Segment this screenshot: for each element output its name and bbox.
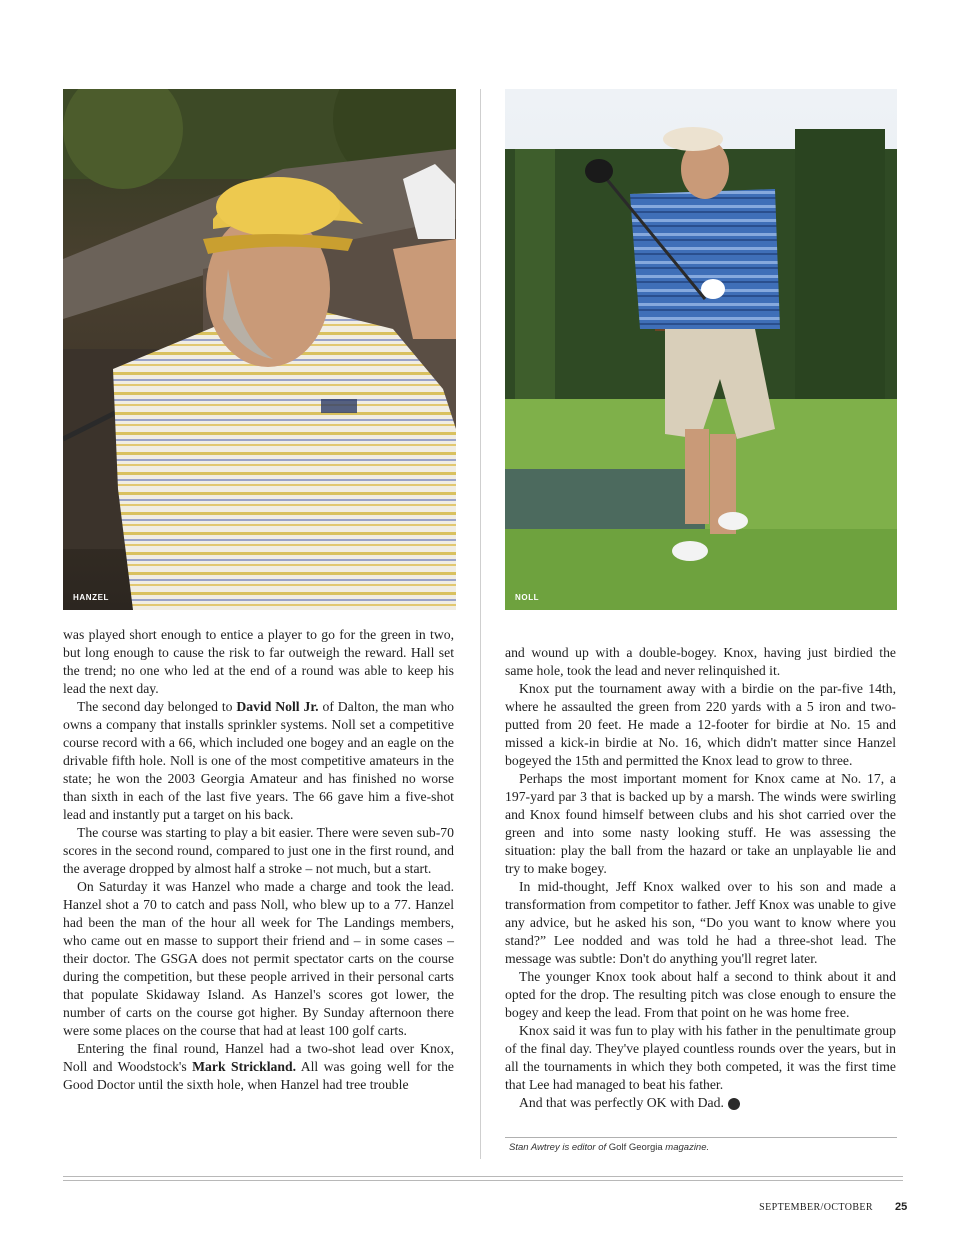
paragraph-text: All was going well for the Good Doctor until the sixth hole, when Hanzel had tree trouble bbox=[63, 1059, 454, 1092]
paragraph: On Saturday it was Hanzel who made a charge and took the lead. Hanzel shot a 70 to catch and pass Noll, who blew up to a 77. Hanzel had been the man of the hour all week for The Landings members, who came out en masse to support their friend and – in some cases – their doctor. The GSGA does not permit spectator carts on the course during the competition, but these people arrived in their personal carts that populate Skidaway Island. As Hanzel's scores got lower, the number of carts on the course got higher. By Sunday afternoon there were some places on the course that had at least 100 golf carts. bbox=[63, 879, 454, 1038]
author-bio-text: Stan Awtrey is editor of bbox=[509, 1142, 609, 1153]
author-bio bbox=[509, 1142, 709, 1153]
article-column-right bbox=[505, 644, 896, 1112]
player-name-strickland: Mark Strickland. bbox=[192, 1059, 297, 1074]
paragraph bbox=[63, 1040, 454, 1094]
paragraph-text: Entering the final round, Hanzel had a two-shot lead over Knox, Noll and Woodstock's bbox=[63, 1041, 454, 1074]
hanzel-photo-image bbox=[63, 89, 456, 610]
paragraph: Knox said it was fun to play with his father in the penultimate group of the final day. They've played countless rounds over the years, but in all the tournaments in which they both competed, it was the first time that Lee had managed to beat his father. bbox=[505, 1023, 896, 1092]
paragraph-text: of Dalton, the man who owns a company that installs sprinkler systems. Noll set a competitive course record with a 66, which included one bogey and an eagle on the drivable fifth hole. Noll is one of the most competitive amateurs in the state; he won the 2003 Georgia Amateur and has finished no worse than sixth in each of the last five years. The 66 gave him a five-shot lead and instantly put a target on his back. bbox=[63, 699, 455, 822]
author-bio-tail: magazine. bbox=[662, 1142, 710, 1153]
photo-caption-noll: NOLL bbox=[515, 593, 540, 602]
footer-rule bbox=[63, 1176, 903, 1177]
paragraph: In mid-thought, Jeff Knox walked over to his son and made a transformation from competitor to father. Jeff Knox was unable to give any advice, but he asked his son, “Do you want to know where you stand?” Lee nodded and was told he had a three-shot lead. The message was subtle: Don't do anything you'll regret later. bbox=[505, 879, 896, 966]
paragraph: and wound up with a double-bogey. Knox, having just birdied the same hole, took the lead and never relinquished it. bbox=[505, 645, 896, 678]
paragraph: Knox put the tournament away with a birdie on the par-five 14th, where he assaulted the green from 220 yards with a 5 iron and two-putted from 20 feet. He made a 12-footer for birdie at No. 15 and missed a kick-in birdie at No. 16, which didn't matter since Hanzel bogeyed the 15th and permitted the Knox lead to grow to three. bbox=[505, 681, 896, 768]
page-number: 25 bbox=[895, 1201, 908, 1213]
photo-noll bbox=[505, 89, 897, 610]
paragraph bbox=[63, 698, 454, 824]
bio-divider bbox=[505, 1137, 897, 1138]
paragraph: was played short enough to entice a player to go for the green in two, but long enough to cause the risk to far outweigh the reward. Hall set the trend; no one who led at the end of a round was able to keep his lead the next day. bbox=[63, 627, 454, 696]
paragraph bbox=[505, 1094, 896, 1112]
magazine-name: Golf Georgia bbox=[608, 1142, 663, 1153]
photo-hanzel bbox=[63, 89, 456, 610]
article-column-left bbox=[63, 626, 454, 1094]
paragraph: The course was starting to play a bit easier. There were seven sub-70 scores in the second round, compared to just one in the first round, and the average dropped by almost half a stroke – not much, but a start. bbox=[63, 825, 454, 876]
player-name-noll: David Noll Jr. bbox=[236, 699, 319, 714]
footer-issue-date: SEPTEMBER/OCTOBER bbox=[759, 1202, 873, 1213]
paragraph: Perhaps the most important moment for Knox came at No. 17, a 197-yard par 3 that is backed up by a marsh. The winds were swirling and Knox found himself between clubs and his shot carried over the green and into some nasty looking stuff. He was assessing the situation: play the ball from the hazard or take an unplayable lie and try to make bogey. bbox=[505, 771, 896, 876]
paragraph-text: The second day belonged to bbox=[77, 699, 237, 714]
end-of-article-icon: GG bbox=[728, 1098, 740, 1110]
column-divider bbox=[480, 89, 481, 1159]
paragraph-text: And that was perfectly OK with Dad. bbox=[519, 1095, 724, 1110]
noll-photo-image bbox=[505, 89, 897, 610]
footer-rule bbox=[63, 1180, 903, 1181]
photo-caption-hanzel: HANZEL bbox=[73, 593, 110, 602]
paragraph: The younger Knox took about half a second to think about it and opted for the drop. The resulting pitch was close enough to ensure the bogey and keep the lead. From that point on he was home free. bbox=[505, 969, 896, 1020]
